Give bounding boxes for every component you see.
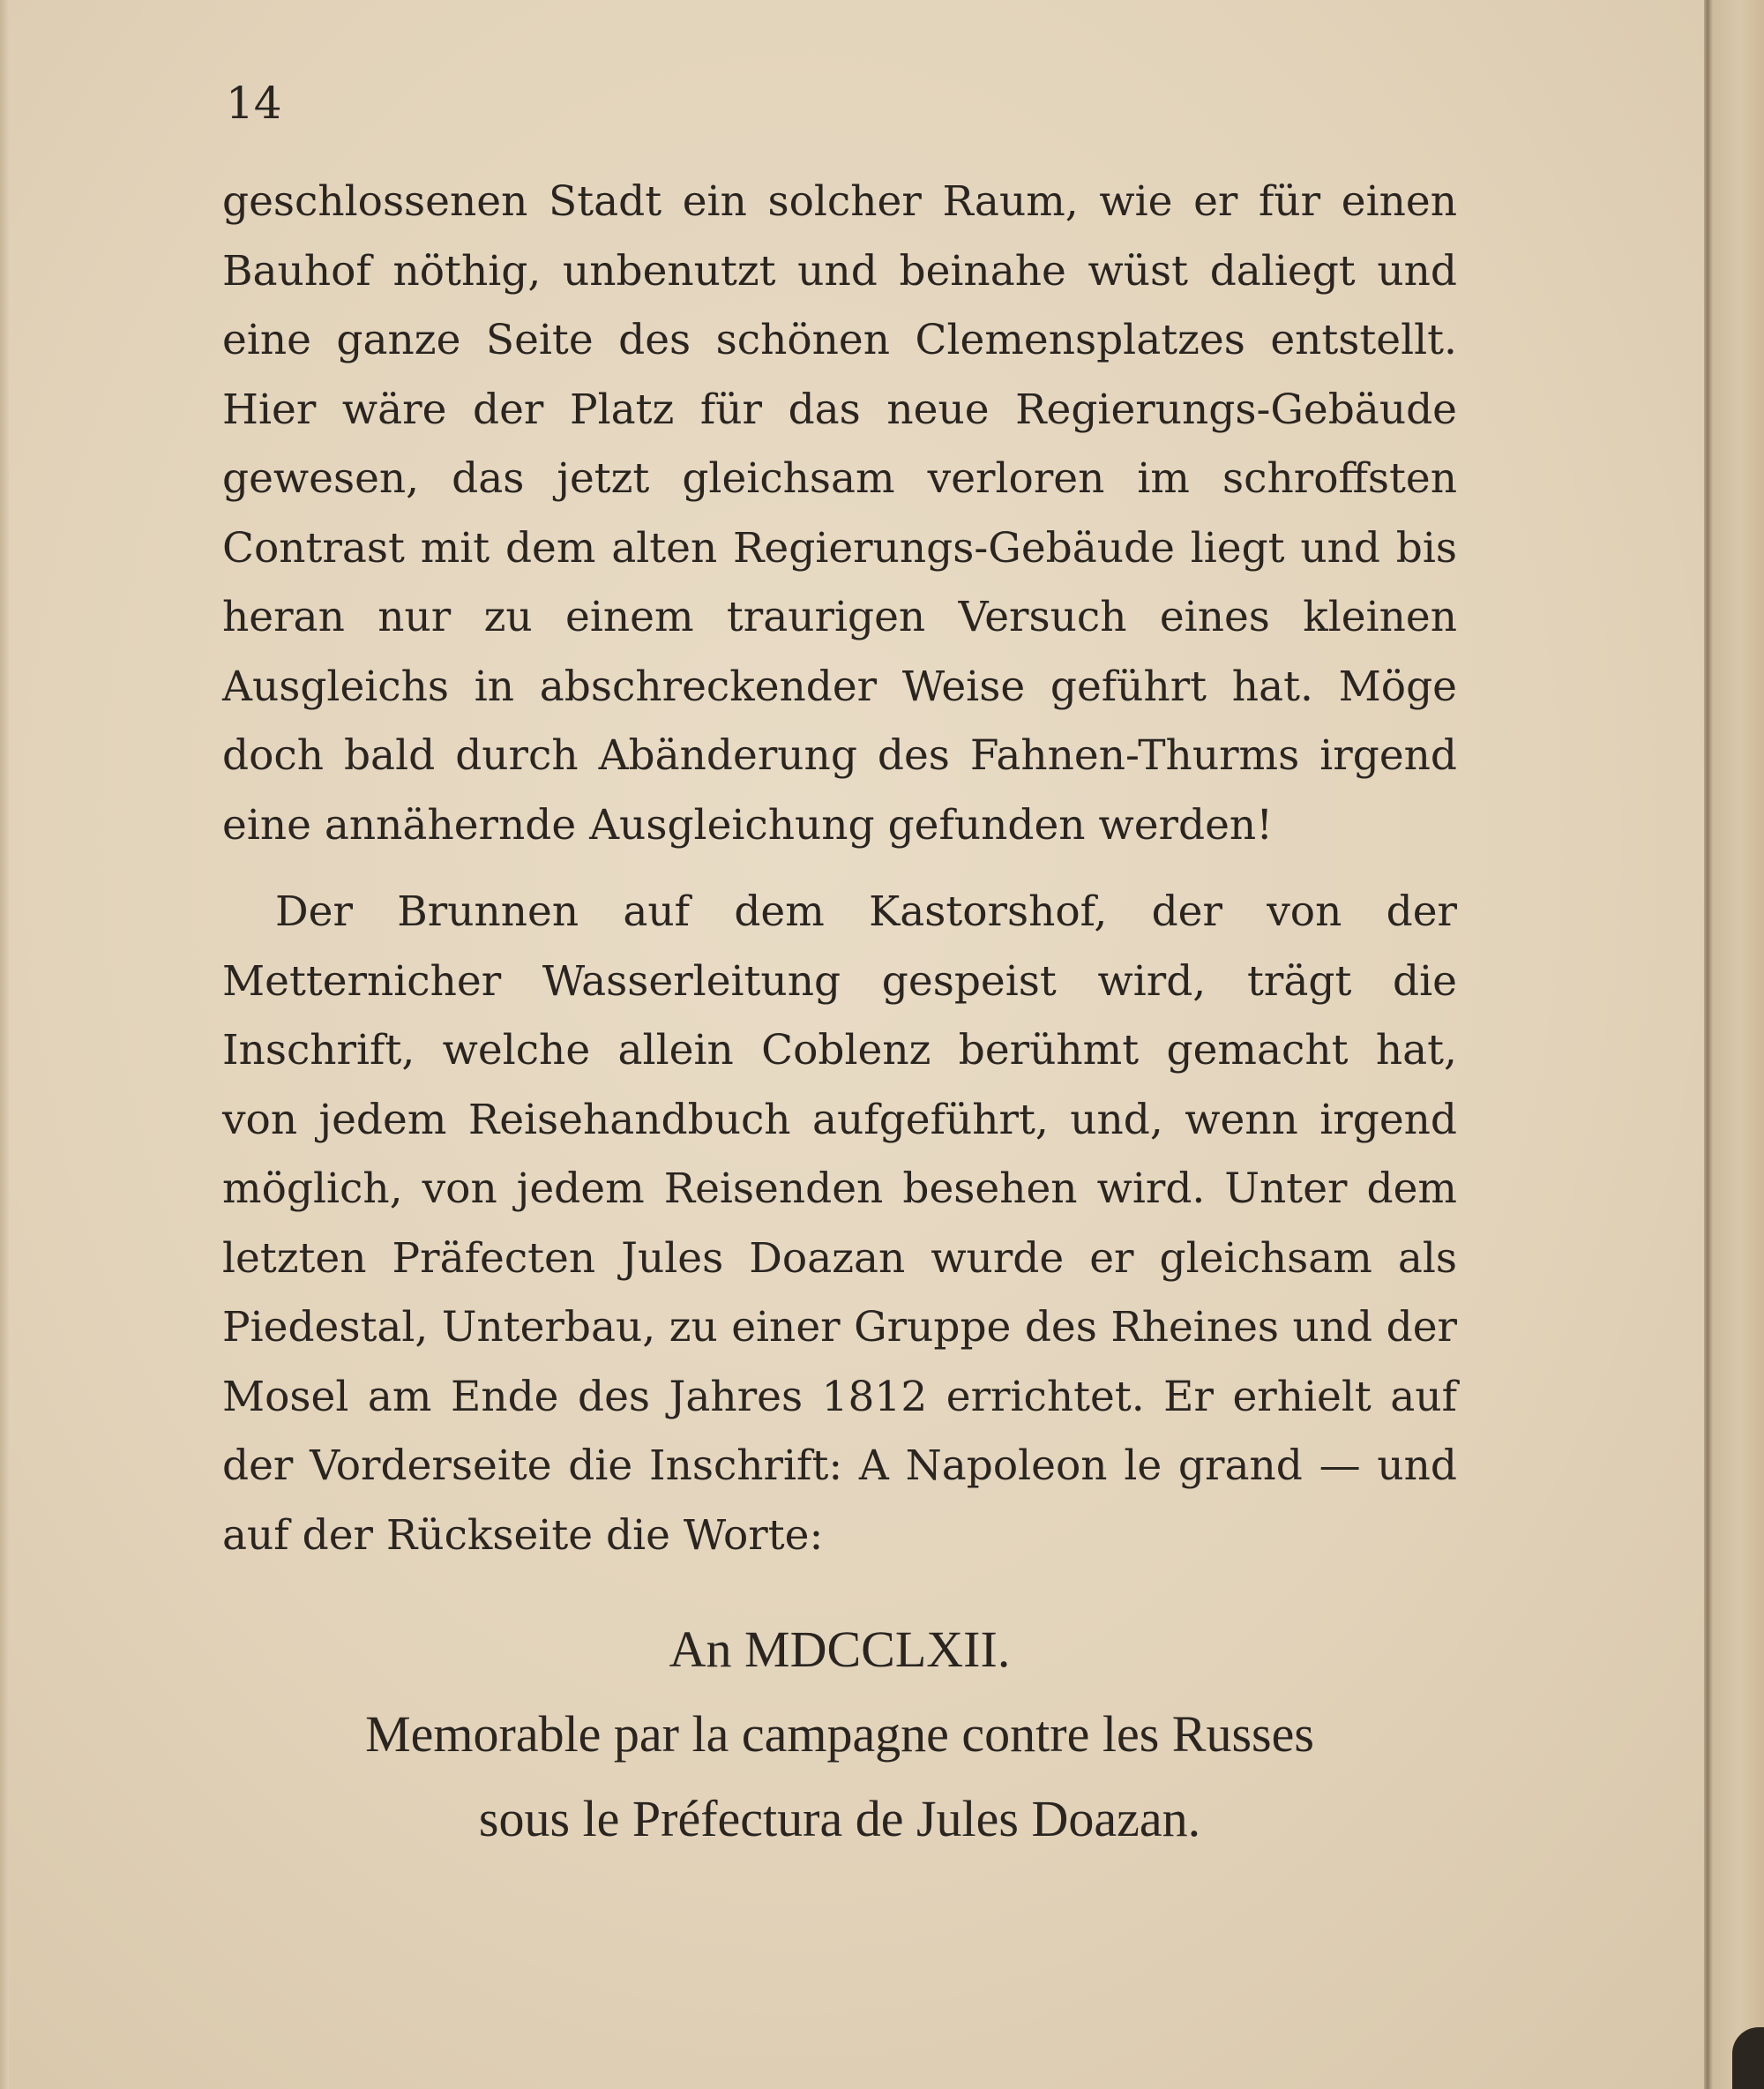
- inscription-line-2: Memorable par la campagne contre les Russes: [365, 1705, 1314, 1763]
- paragraph-1: geschlossenen Stadt ein solcher Raum, wie er für einen Bauhof nöthig, unbenutzt und beinahe wüst daliegt und eine ganze Seite des schönen Clemensplatzes entstellt. Hier wäre der Platz für das neue Regierungs-Gebäude gewesen, das jetzt gleichsam verloren im schroffsten Contrast mit dem alten Regierungs-Gebäude liegt und bis heran nur zu einem traurigen Versuch eines kleinen Ausgleichs in abschreckender Weise geführt hat. Möge doch bald durch Abänderung des Fahnen-Thurms irgend eine annähernde Ausgleichung gefunden werden!: [222, 177, 1457, 850]
- inscription-block: [222, 1607, 1457, 1861]
- body-text: [222, 168, 1457, 1861]
- paragraph-2: Der Brunnen auf dem Kastorshof, der von der Metternicher Wasserleitung gespeist wird, trägt die Inschrift, welche allein Coblenz berühmt gemacht hat, von jedem Reisehandbuch aufgeführt, und, wenn irgend möglich, von jedem Reisenden besehen wird. Unter dem letzten Präfecten Jules Doazan wurde er gleichsam als Piedestal, Unterbau, zu einer Gruppe des Rheines und der Mosel am Ende des Jahres 1812 errichtet. Er erhielt auf der Vorderseite die Inschrift: A Napoleon le grand — und auf der Rückseite die Worte:: [222, 887, 1457, 1560]
- page-number: 14: [226, 78, 282, 129]
- page-right-edge: [1704, 0, 1764, 2089]
- inscription-line-3: sous le Préfectura de Jules Doazan.: [478, 1790, 1201, 1847]
- inscription-line-1: An MDCCLXII.: [669, 1621, 1011, 1678]
- corner-shadow: [1732, 2027, 1764, 2089]
- page-left-edge: [0, 0, 9, 2089]
